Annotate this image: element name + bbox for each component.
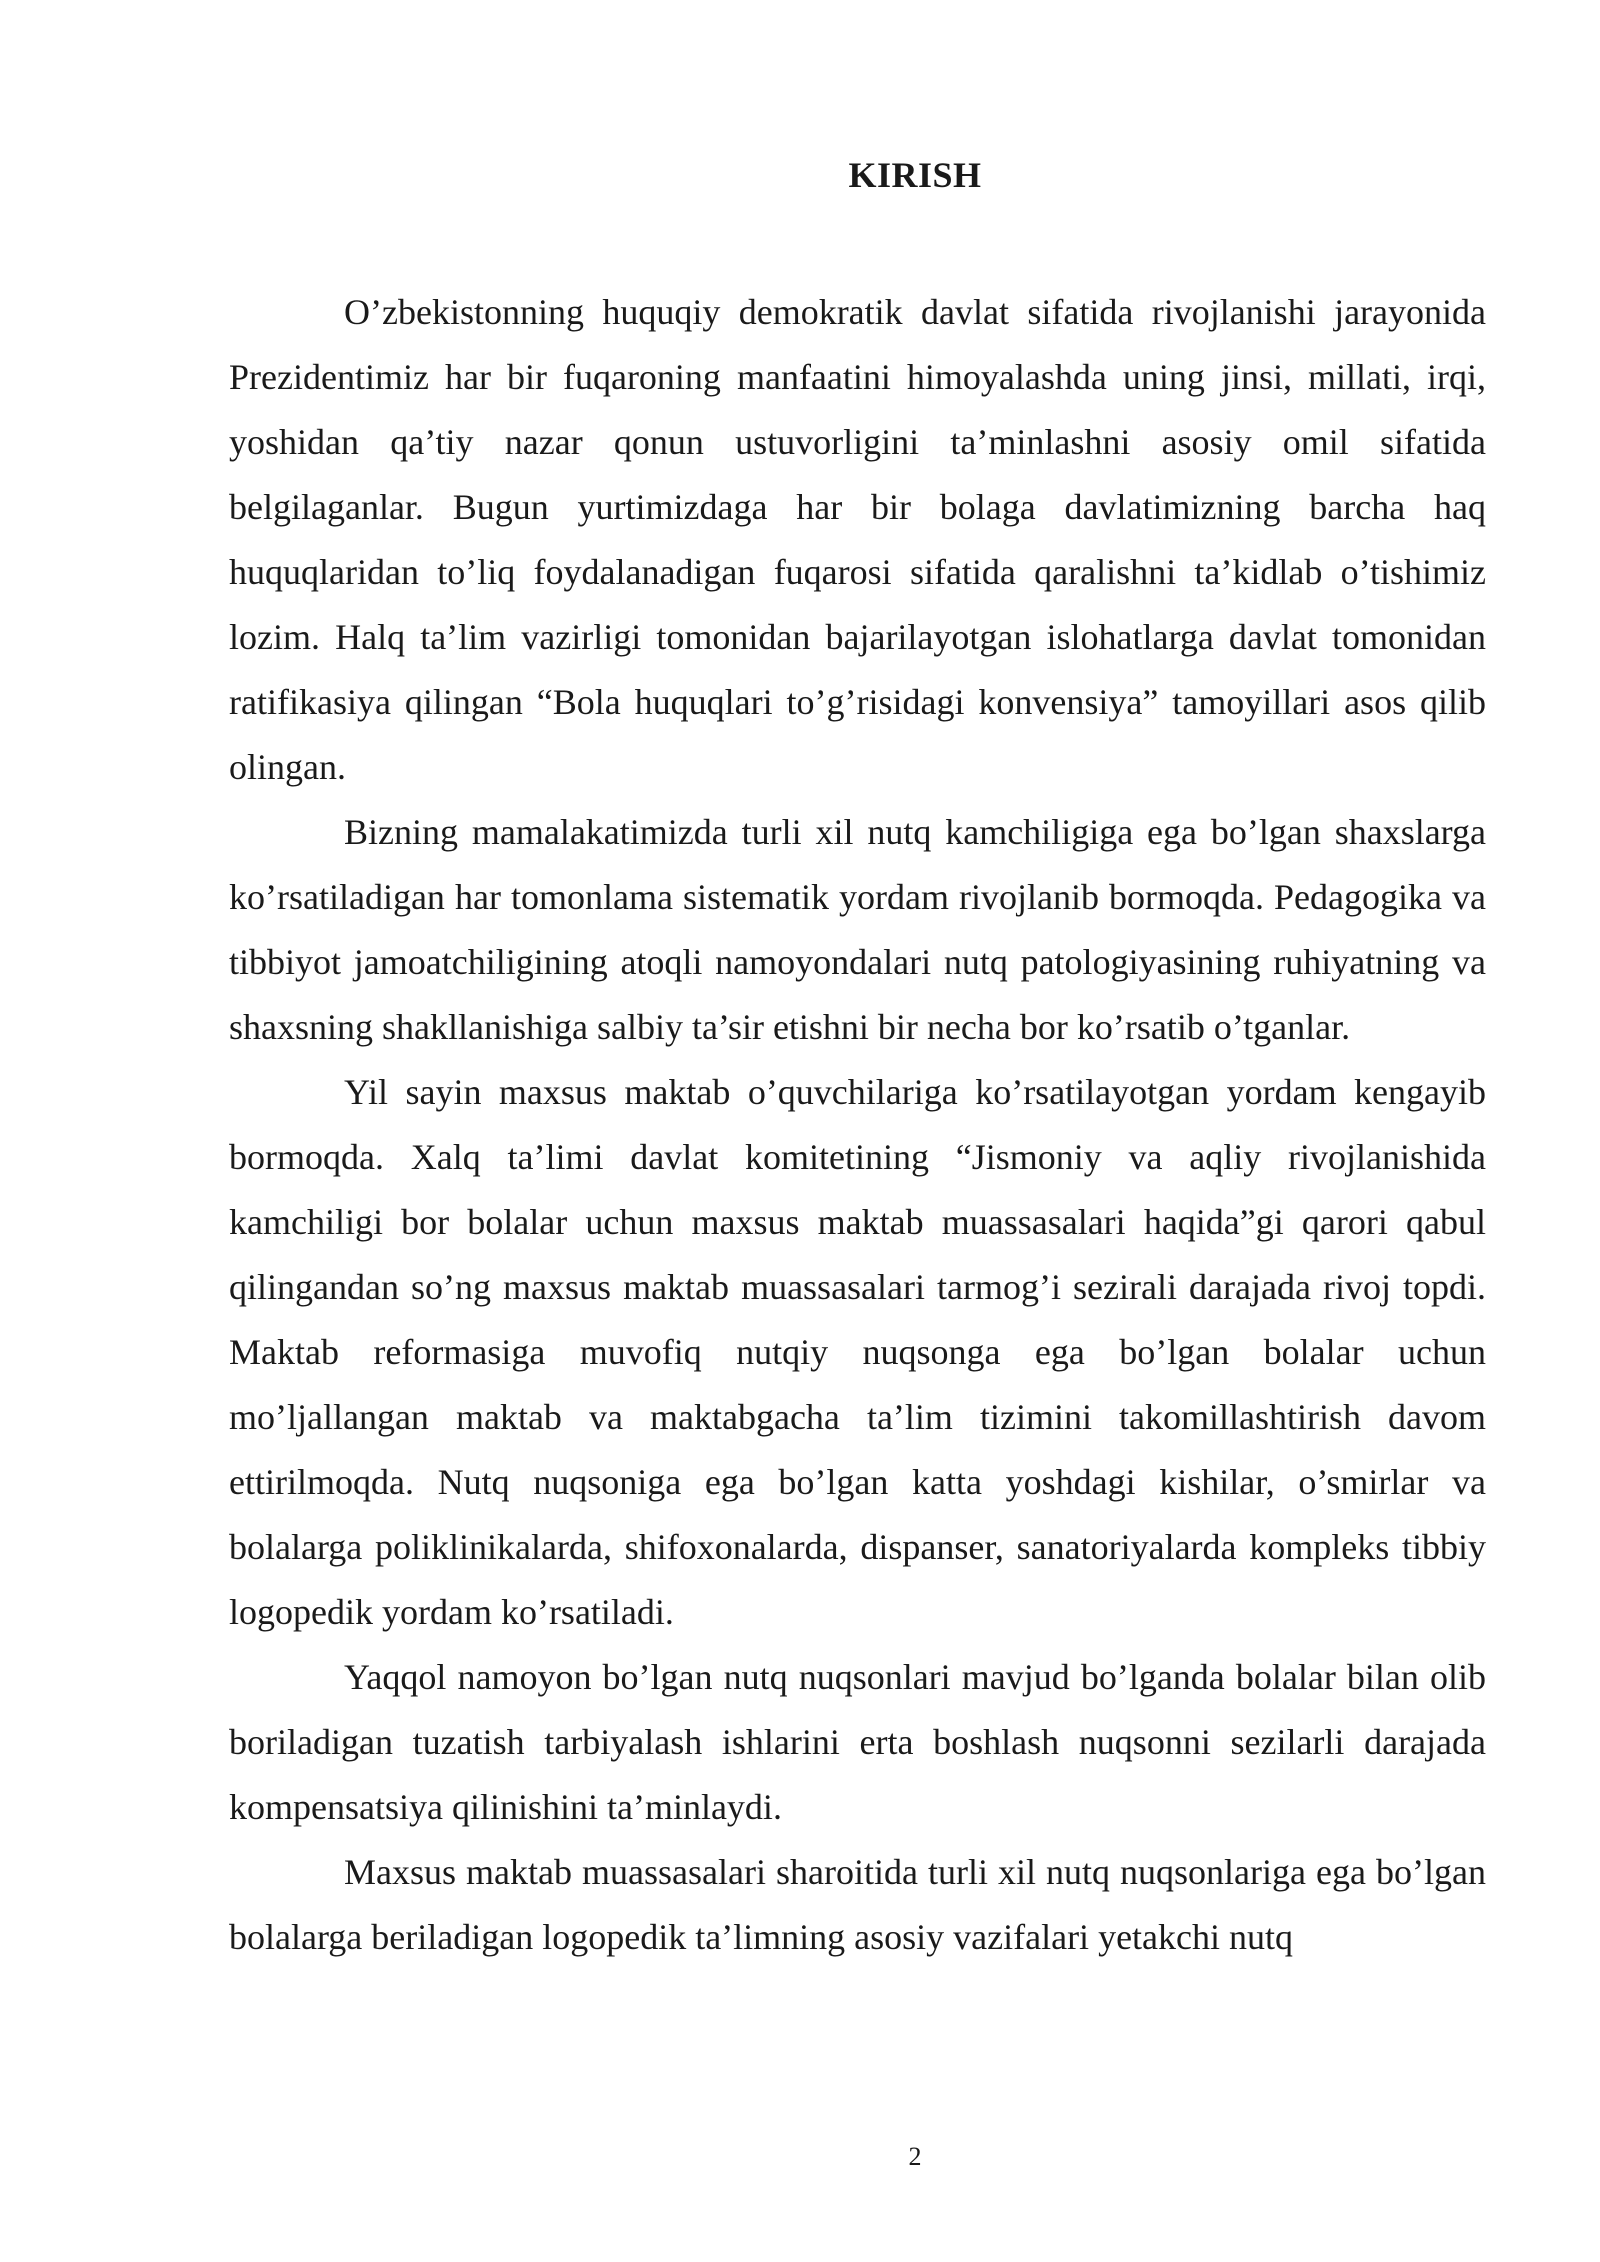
- paragraph-5: Maxsus maktab muassasalari sharoitida turli xil nutq nuqsonlariga ega bo’lgan bolalarga beriladigan logopedik ta’limning asosiy vazifalari yetakchi nutq: [229, 1852, 1486, 1957]
- paragraph-3: Yil sayin maxsus maktab o’quvchilariga ko’rsatilayotgan yordam kengayib bormoqda. Xalq ta’limi davlat komitetining “Jismoniy va aqliy rivojlanishida kamchiligi bor bolalar uchun maxsus maktab muassasalari haqida”gi qarori qabul qilingandan so’ng maxsus maktab muassasalari tarmog’i sezirali darajada rivoj topdi. Maktab reformasiga muvofiq nutqiy nuqsonga ega bo’lgan bolalar uchun mo’ljallangan maktab va maktabgacha ta’lim tizimini takomillashtirish davom ettirilmoqda. Nutq nuqsoniga ega bo’lgan katta yoshdagi kishilar, o’smirlar va bolalarga poliklinikalarda, shifoxonalarda, dispanser, sanatoriyalarda kompleks tibbiy logopedik yordam ko’rsatiladi.: [229, 1072, 1486, 1632]
- paragraph-1: O’zbekistonning huquqiy demokratik davlat sifatida rivojlanishi jarayonida Prezidentimiz har bir fuqaroning manfaatini himoyalashda uning jinsi, millati, irqi, yoshidan qa’tiy nazar qonun ustuvorligini ta’minlashni asosiy omil sifatida belgilaganlar. Bugun yurtimizdaga har bir bolaga davlatimizning barcha haq huquqlaridan to’liq foydalanadigan fuqarosi sifatida qaralishni ta’kidlab o’tishimiz lozim. Halq ta’lim vazirligi tomonidan bajarilayotgan islohatlarga davlat tomonidan ratifikasiya qilingan “Bola huquqlari to’g’risidagi konvensiya” tamoyillari asos qilib olingan.: [229, 292, 1486, 787]
- page-title: KIRISH: [848, 155, 982, 195]
- paragraph-2: Bizning mamalakatimizda turli xil nutq kamchiligiga ega bo’lgan shaxslarga ko’rsatiladigan har tomonlama sistematik yordam rivojlanib bormoqda. Pedagogika va tibbiyot jamoatchiligining atoqli namoyondalari nutq patologiyasining ruhiyatning va shaxsning shakllanishiga salbiy ta’sir etishni bir necha bor ko’rsatib o’tganlar.: [229, 812, 1486, 1047]
- paragraph-4: Yaqqol namoyon bo’lgan nutq nuqsonlari mavjud bo’lganda bolalar bilan olib boriladigan tuzatish tarbiyalash ishlarini erta boshlash nuqsonni sezilarli darajada kompensatsiya qilinishini ta’minlaydi.: [229, 1657, 1486, 1827]
- page-number: 2: [908, 2142, 922, 2171]
- body-text: [229, 280, 1486, 1970]
